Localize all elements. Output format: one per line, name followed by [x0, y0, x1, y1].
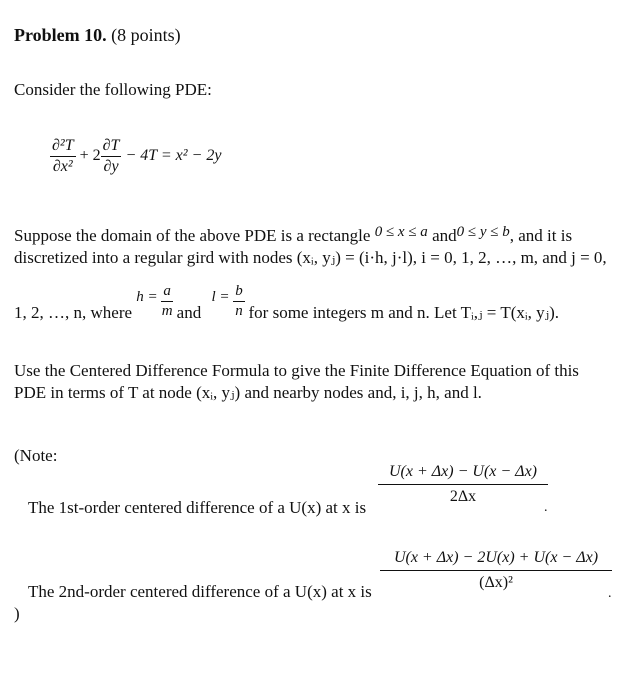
pde-term2-numerator: ∂T [102, 137, 120, 154]
task-line-2: PDE in terms of T at node (xᵢ, yⱼ) and nearby nodes and, i, j, h, and l. [14, 383, 482, 402]
h-definition: h = $\frac{a}{m}$ [136, 283, 173, 319]
note-second-numerator: U(x + Δx) − 2U(x) + U(x − Δx) [393, 549, 599, 566]
note-first-denominator: 2Δx [449, 488, 477, 505]
pde-rest: − 4T = x² − 2y [125, 147, 222, 165]
note-second-text: The 2nd-order centered difference of a U(x) at x is [28, 582, 372, 601]
note-first-formula [378, 463, 548, 506]
domain-and-2: and [176, 302, 202, 322]
note-second-denominator: (Δx)² [479, 574, 513, 591]
domain-text-b: , and it is [509, 226, 573, 245]
h-numerator: a [163, 283, 171, 299]
domain-line-3 [14, 280, 560, 322]
domain-ineq-x: 0 ≤ x ≤ a [374, 224, 428, 240]
pde-second-derivative [50, 137, 76, 176]
l-denominator: n [235, 303, 243, 319]
note-first-numerator: U(x + Δx) − U(x − Δx) [389, 463, 537, 480]
domain-line-1 [14, 226, 572, 246]
domain-and: and [432, 226, 457, 245]
problem-points: (8 points) [111, 25, 181, 45]
domain-text-c: for some integers m and n. Let Tᵢ,ⱼ = T(xᵢ, yⱼ). [248, 302, 560, 322]
h-denominator: m [161, 303, 173, 319]
l-numerator: b [235, 283, 243, 299]
domain-where: 1, 2, …, n, where [14, 302, 133, 322]
problem-title: Problem 10. [14, 25, 107, 45]
note-first-text: The 1st-order centered difference of a U(x) at x is [28, 498, 367, 517]
pde-equation [50, 137, 221, 176]
pde-term1-denominator: ∂x² [52, 158, 73, 175]
note-close: ) [14, 604, 20, 623]
note-second-formula [380, 549, 612, 592]
note-open: (Note: [14, 446, 58, 465]
task-line-1: Use the Centered Difference Formula to give the Finite Difference Equation of this [14, 361, 579, 380]
pde-term2-denominator: ∂y [103, 158, 119, 175]
problem-header [14, 25, 181, 46]
domain-text-a: Suppose the domain of the above PDE is a rectangle [14, 226, 371, 245]
l-definition: l = $\frac{b}{n}$ [211, 283, 243, 319]
domain-ineq-y: 0 ≤ y ≤ b [456, 224, 510, 240]
pde-term1-numerator: ∂²T [52, 137, 74, 154]
pde-plus: + 2 [79, 147, 101, 165]
intro-text: Consider the following PDE: [14, 80, 212, 99]
domain-line-2: discretized into a regular gird with nodes (xᵢ, yⱼ) = (i·h, j·l), i = 0, 1, 2, …, m, and j = 0, [14, 248, 607, 267]
pde-first-derivative [101, 137, 122, 176]
